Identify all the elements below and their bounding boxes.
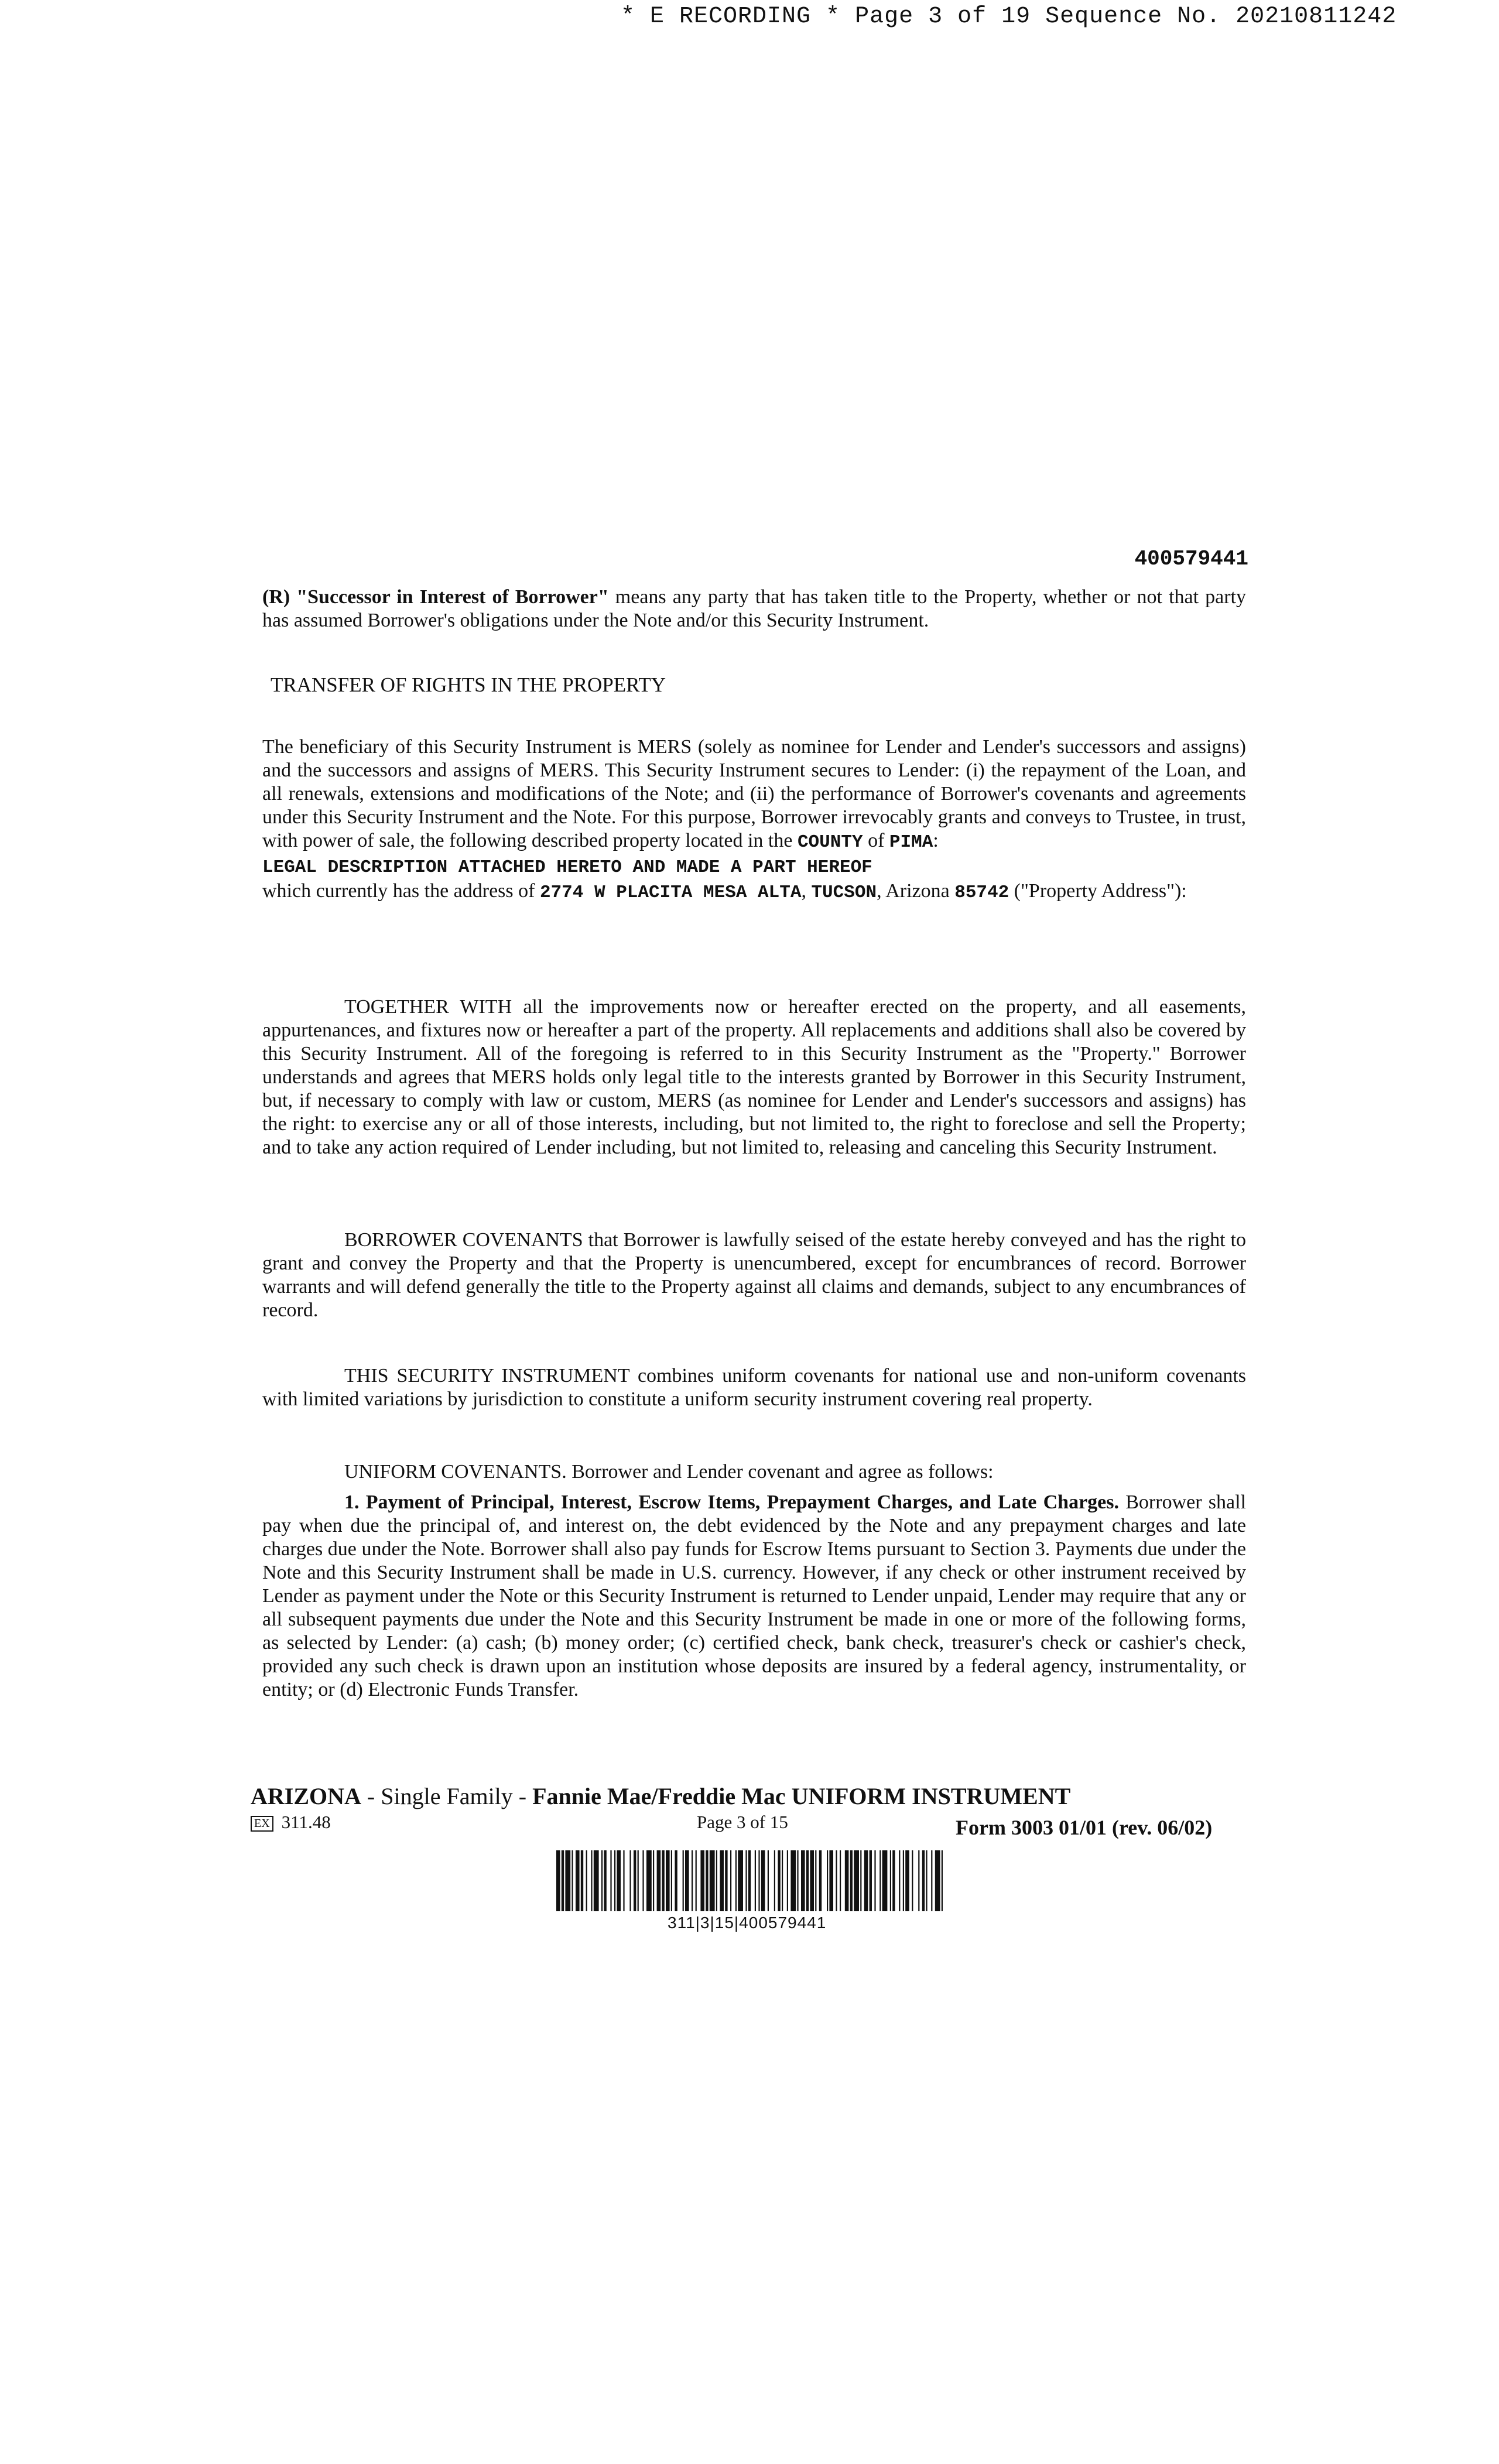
barcode-bar: [610, 1850, 611, 1911]
payment-heading: 1. Payment of Principal, Interest, Escrow Items, Prepayment Charges, and Late Charges.: [344, 1491, 1119, 1513]
barcode-bar: [815, 1850, 816, 1911]
barcode-bar: [918, 1850, 919, 1911]
county-label: COUNTY: [797, 832, 863, 853]
barcode-bar: [882, 1850, 888, 1911]
transfer-heading: TRANSFER OF RIGHTS IN THE PROPERTY: [271, 673, 666, 696]
barcode-bar: [931, 1850, 932, 1911]
barcode-bar: [912, 1850, 913, 1911]
together-with-paragraph: TOGETHER WITH all the improvements now or hereafter erected on the property, and all easements, appurtenances, and fixtures now or hereafter a part of the property. All replacements and additions shall also be covered by this Security Instrument. All of the foregoing is referred to in this Security Instrument as the "Property." Borrower understands and agrees that MERS holds only legal title to the interests granted by Borrower in this Security Instrument, but, if necessary to comply with law or custom, MERS (as nominee for Lender and Lender's successors and assigns) has the right: to exercise any or all of those interests, including, but not limited to, the right to foreclose and sell the Property; and to take any action required of Lender including, but not limited to, releasing and canceling this Security Instrument.: [262, 996, 1246, 1158]
barcode-bar: [629, 1850, 631, 1911]
barcode-bar: [685, 1850, 689, 1911]
property-street: 2774 W PLACITA MESA ALTA: [539, 882, 802, 903]
barcode-bar: [890, 1850, 891, 1911]
barcode-bar: [810, 1850, 814, 1911]
barcode-bar: [692, 1850, 693, 1911]
barcode-bar: [614, 1850, 615, 1911]
payment-paragraph: [262, 1491, 1246, 1702]
address-comma: ,: [801, 880, 812, 902]
legal-description: LEGAL DESCRIPTION ATTACHED HERETO AND MADE A PART HEREOF: [262, 857, 872, 878]
barcode-bar: [850, 1850, 853, 1911]
barcode-bar: [738, 1850, 743, 1911]
footer-instrument: Fannie Mae/Freddie Mac UNIFORM INSTRUMENT: [532, 1783, 1071, 1809]
barcode-bar: [683, 1850, 684, 1911]
barcode-bar: [782, 1850, 783, 1911]
barcode-bar: [922, 1850, 925, 1911]
barcode-bar: [675, 1850, 677, 1911]
barcode-bar: [892, 1850, 895, 1911]
address-intro: which currently has the address of: [262, 880, 540, 902]
barcode-bar: [700, 1850, 704, 1911]
barcode-bar: [903, 1850, 904, 1911]
barcode-bar: [604, 1850, 606, 1911]
form-code: [251, 1812, 331, 1833]
barcode-bar: [827, 1850, 828, 1911]
barcode-bar: [745, 1850, 747, 1911]
barcode-bar: [594, 1850, 599, 1911]
borrower-covenants-paragraph: BORROWER COVENANTS that Borrower is lawfully seised of the estate hereby conveyed and has the right to grant and convey the Property and that the Property is unencumbered, except for encumbrances of record. Borrower warrants and will defend generally the title to the Property against all claims and demands, subject to any encumbrances of record.: [262, 1229, 1246, 1321]
property-zip: 85742: [954, 882, 1009, 903]
barcode-bar: [819, 1850, 822, 1911]
barcode-bar: [571, 1850, 573, 1911]
barcode-bar: [778, 1850, 780, 1911]
footer-state: ARIZONA: [251, 1783, 361, 1809]
barcode-bar: [666, 1850, 670, 1911]
barcode-bar: [735, 1850, 737, 1911]
barcode-bar: [562, 1850, 564, 1911]
barcode-bar: [556, 1850, 560, 1911]
address-outro: ("Property Address"):: [1009, 880, 1187, 902]
barcode-bar: [806, 1850, 809, 1911]
barcode-bar: [657, 1850, 661, 1911]
barcode-bar: [864, 1850, 868, 1911]
form-badge: EX: [251, 1816, 273, 1832]
barcode-bar: [879, 1850, 881, 1911]
county-colon: :: [933, 830, 939, 851]
barcode-bar: [836, 1850, 837, 1911]
barcode-bar: [755, 1850, 756, 1911]
barcode-bar: [854, 1850, 859, 1911]
loan-number: 400579441: [1134, 547, 1248, 571]
successor-label: (R) "Successor in Interest of Borrower": [262, 586, 609, 608]
barcode-bar: [761, 1850, 765, 1911]
barcode-number: 311|3|15|400579441: [668, 1914, 827, 1932]
barcode-bar: [899, 1850, 900, 1911]
barcode-bar: [565, 1850, 570, 1911]
county-name: PIMA: [889, 832, 933, 853]
barcode-bar: [874, 1850, 875, 1911]
form-number: Form 3003 01/01 (rev. 06/02): [956, 1816, 1213, 1839]
barcode-bar: [790, 1850, 796, 1911]
barcode-bar: [720, 1850, 724, 1911]
barcode-bar: [905, 1850, 909, 1911]
barcode-bar: [829, 1850, 833, 1911]
barcode-bar: [576, 1850, 580, 1911]
recording-header: * E RECORDING * Page 3 of 19 Sequence No. 20210811242: [621, 4, 1397, 30]
barcode-bar: [870, 1850, 872, 1911]
barcode-bar: [774, 1850, 775, 1911]
barcode-bar: [662, 1850, 664, 1911]
successor-definition: [262, 586, 1246, 632]
barcode-bar: [845, 1850, 849, 1911]
barcode-bar: [730, 1850, 731, 1911]
barcode-bar: [768, 1850, 769, 1911]
transfer-text: The beneficiary of this Security Instrument is MERS (solely as nominee for Lender and Lender's successors and assigns) and the successors and assigns of MERS. This Security Instrument secures to Lender: (i) the repayment of the Loan, and all renewals, extensions and modifications of the Note; and (ii) the performance of Borrower's covenants and agreements under this Security Instrument and the Note. For this purpose, Borrower irrevocably grants and conveys to Trustee, in trust, with power of sale, the following described property located in the: [262, 736, 1246, 851]
barcode-bar: [840, 1850, 841, 1911]
barcode-bar: [860, 1850, 861, 1911]
barcode-bar: [706, 1850, 708, 1911]
barcode-bar: [638, 1850, 639, 1911]
barcode-bar: [653, 1850, 654, 1911]
barcode-bar: [601, 1850, 603, 1911]
form-footer-title: [251, 1782, 1070, 1810]
barcode: [556, 1850, 943, 1911]
barcode-bar: [748, 1850, 751, 1911]
barcode-bar: [787, 1850, 788, 1911]
barcode-bar: [581, 1850, 583, 1911]
barcode-bar: [642, 1850, 644, 1911]
security-instrument-paragraph: THIS SECURITY INSTRUMENT combines uniform covenants for national use and non-uniform covenants with limited variations by jurisdiction to constitute a uniform security instrument covering real property.: [262, 1365, 1246, 1410]
barcode-bar: [696, 1850, 697, 1911]
property-state: , Arizona: [877, 880, 955, 902]
property-city: TUCSON: [811, 882, 877, 903]
barcode-bar: [801, 1850, 805, 1911]
transfer-paragraph: [262, 735, 1246, 905]
barcode-bar: [623, 1850, 624, 1911]
barcode-bar: [926, 1850, 927, 1911]
barcode-bar: [586, 1850, 587, 1911]
barcode-bar: [935, 1850, 940, 1911]
barcode-bar: [634, 1850, 636, 1911]
barcode-bar: [710, 1850, 715, 1911]
barcode-bar: [758, 1850, 759, 1911]
barcode-bar: [646, 1850, 652, 1911]
uniform-covenants-intro: UNIFORM COVENANTS. Borrower and Lender covenant and agree as follows:: [344, 1461, 994, 1483]
barcode-bar: [797, 1850, 798, 1911]
successor-text: means any party that has taken title to the Property, whether or not that party has assumed Borrower's obligations under the Note and/or this Security Instrument.: [262, 586, 1246, 631]
barcode-bar: [725, 1850, 727, 1911]
barcode-bar: [716, 1850, 717, 1911]
form-code-number: 311.48: [281, 1812, 331, 1832]
barcode-bar: [591, 1850, 592, 1911]
payment-text: Borrower shall pay when due the principal of, and interest on, the debt evidenced by the Note and any prepayment charges and late charges due under the Note. Borrower shall also pay funds for Escrow Items pursuant to Section 3. Payments due under the Note and this Security Instrument shall be made in U.S. currency. However, if any check or other instrument received by Lender as payment under the Note or this Security Instrument is returned to Lender unpaid, Lender may require that any or all subsequent payments due under the Note and this Security Instrument be made in one or more of the following forms, as selected by Lender: (a) cash; (b) money order; (c) certified check, bank check, treasurer's check or cashier's check, provided any such check is drawn upon an institution whose deposits are insured by a federal agency, instrumentality, or entity; or (d) Electronic Funds Transfer.: [262, 1491, 1246, 1700]
barcode-bar: [671, 1850, 672, 1911]
page-number: Page 3 of 15: [697, 1812, 788, 1832]
barcode-bar: [617, 1850, 621, 1911]
barcode-bar: [942, 1850, 943, 1911]
footer-sep: - Single Family -: [361, 1783, 533, 1809]
county-of: of: [863, 830, 889, 851]
